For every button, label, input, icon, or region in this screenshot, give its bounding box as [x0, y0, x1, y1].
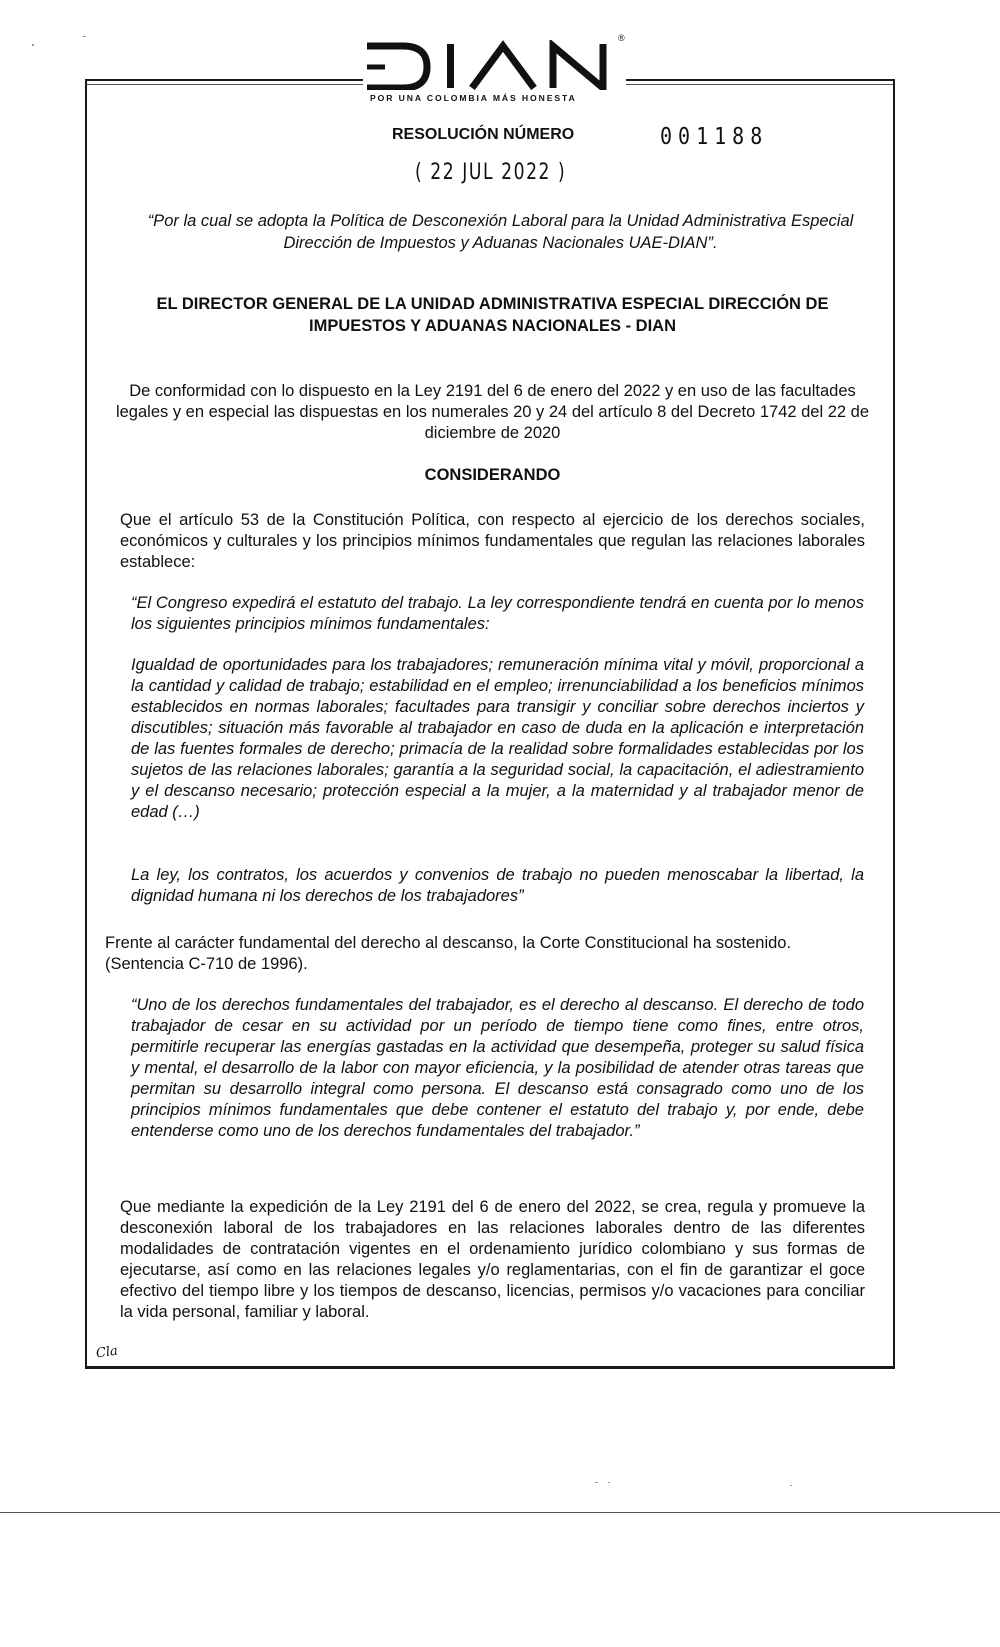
scan-speck	[83, 36, 86, 37]
resolution-label: RESOLUCIÓN NÚMERO	[392, 126, 575, 143]
dian-logo	[365, 40, 623, 90]
scan-speck	[32, 44, 34, 46]
paragraph-corte-constitucional: Frente al carácter fundamental del derecho al descanso, la Corte Constitucional ha sostenido. (Sentencia C-710 de 1996).	[105, 934, 792, 973]
legal-basis: De conformidad con lo dispuesto en la Ley 2191 del 6 de enero del 2022 y en uso de las facultades legales y en especial las dispuestas en los numerales 20 y 24 del artículo 8 del Decreto 1742 del 22 de diciembre de 2020	[115, 382, 870, 442]
quote-sentencia-c710: “Uno de los derechos fundamentales del trabajador, es el derecho al descanso. El derecho de todo trabajador de cesar en su actividad por un período de tiempo tiene como fines, entre otros, permitirle recuperar las energías gastadas en la actividad que desempeña, proteger su salud física y mental, el desarrollo de la labor con mayor eficiencia, y la posibilidad de atender otras tareas que permitan su desarrollo integral como persona. El descanso está consagrado como uno de los principios mínimos fundamentales que debe contener el estatuto del trabajo y, por ende, debe entenderse como uno de los derechos fundamentales del trabajador.”	[131, 996, 864, 1140]
handwritten-initials: Cla	[95, 1343, 119, 1362]
resolution-number: 001188	[660, 122, 769, 150]
page-bottom-rule	[0, 1512, 1000, 1513]
issuing-authority: EL DIRECTOR GENERAL DE LA UNIDAD ADMINISTRATIVA ESPECIAL DIRECCIÓN DE IMPUESTOS Y ADUANAS NACIONALES - DIAN	[156, 295, 829, 335]
scan-speck	[790, 1485, 792, 1486]
paragraph-art53-intro: Que el artículo 53 de la Constitución Política, con respecto al ejercicio de los derechos sociales, económicos y culturales y los principios mínimos fundamentales que regulan las relaciones laborales establece:	[120, 511, 865, 571]
quote-constitution-closing: La ley, los contratos, los acuerdos y convenios de trabajo no pueden menoscabar la libertad, la dignidad humana ni los derechos de los trabajadores”	[131, 866, 864, 905]
dian-logo-mark	[365, 40, 623, 90]
scan-speck	[608, 1482, 610, 1483]
logo-tagline: POR UNA COLOMBIA MÁS HONESTA	[370, 93, 577, 103]
quote-constitution-intro: “El Congreso expedirá el estatuto del trabajo. La ley correspondiente tendrá en cuenta por lo menos los siguientes principios mínimos fundamentales:	[131, 594, 864, 633]
resolution-date-stamp: ( 22 JUL 2022 )	[415, 160, 567, 185]
registered-mark: ®	[618, 33, 625, 43]
scan-speck	[595, 1482, 598, 1483]
quote-constitution-principles: Igualdad de oportunidades para los trabajadores; remuneración mínima vital y móvil, proporcional a la cantidad y calidad de trabajo; estabilidad en el empleo; irrenunciabilidad a los beneficios mínimos establecidos en normas laborales; facultades para transigir y conciliar sobre derechos inciertos y discutibles; situación más favorable al trabajador en caso de duda en la aplicación e interpretación de las fuentes formales de derecho; primacía de la realidad sobre formalidades establecidas por los sujetos de las relaciones laborales; garantía a la seguridad social, la capacitación, el adiestramiento y el descanso necesario; protección especial a la mujer, a la maternidad y al trabajador menor de edad (…)	[131, 656, 864, 821]
resolution-subject: “Por la cual se adopta la Política de Desconexión Laboral para la Unidad Administrativa Especial Dirección de Impuestos y Aduanas Nacionales UAE-DIAN”.	[147, 212, 854, 252]
considerando-heading: CONSIDERANDO	[424, 466, 561, 484]
paragraph-ley-2191: Que mediante la expedición de la Ley 2191 del 6 de enero del 2022, se crea, regula y promueve la desconexión laboral de los trabajadores en las relaciones laborales dentro de las diferentes modalidades de contratación vigentes en el ordenamiento jurídico colombiano y sus formas de ejecutarse, así como en las relaciones legales y/o reglamentarias, con el fin de garantizar el goce efectivo del tiempo libre y los tiempos de descanso, licencias, permisos y/o vacaciones para conciliar la vida personal, familiar y laboral.	[120, 1198, 865, 1321]
